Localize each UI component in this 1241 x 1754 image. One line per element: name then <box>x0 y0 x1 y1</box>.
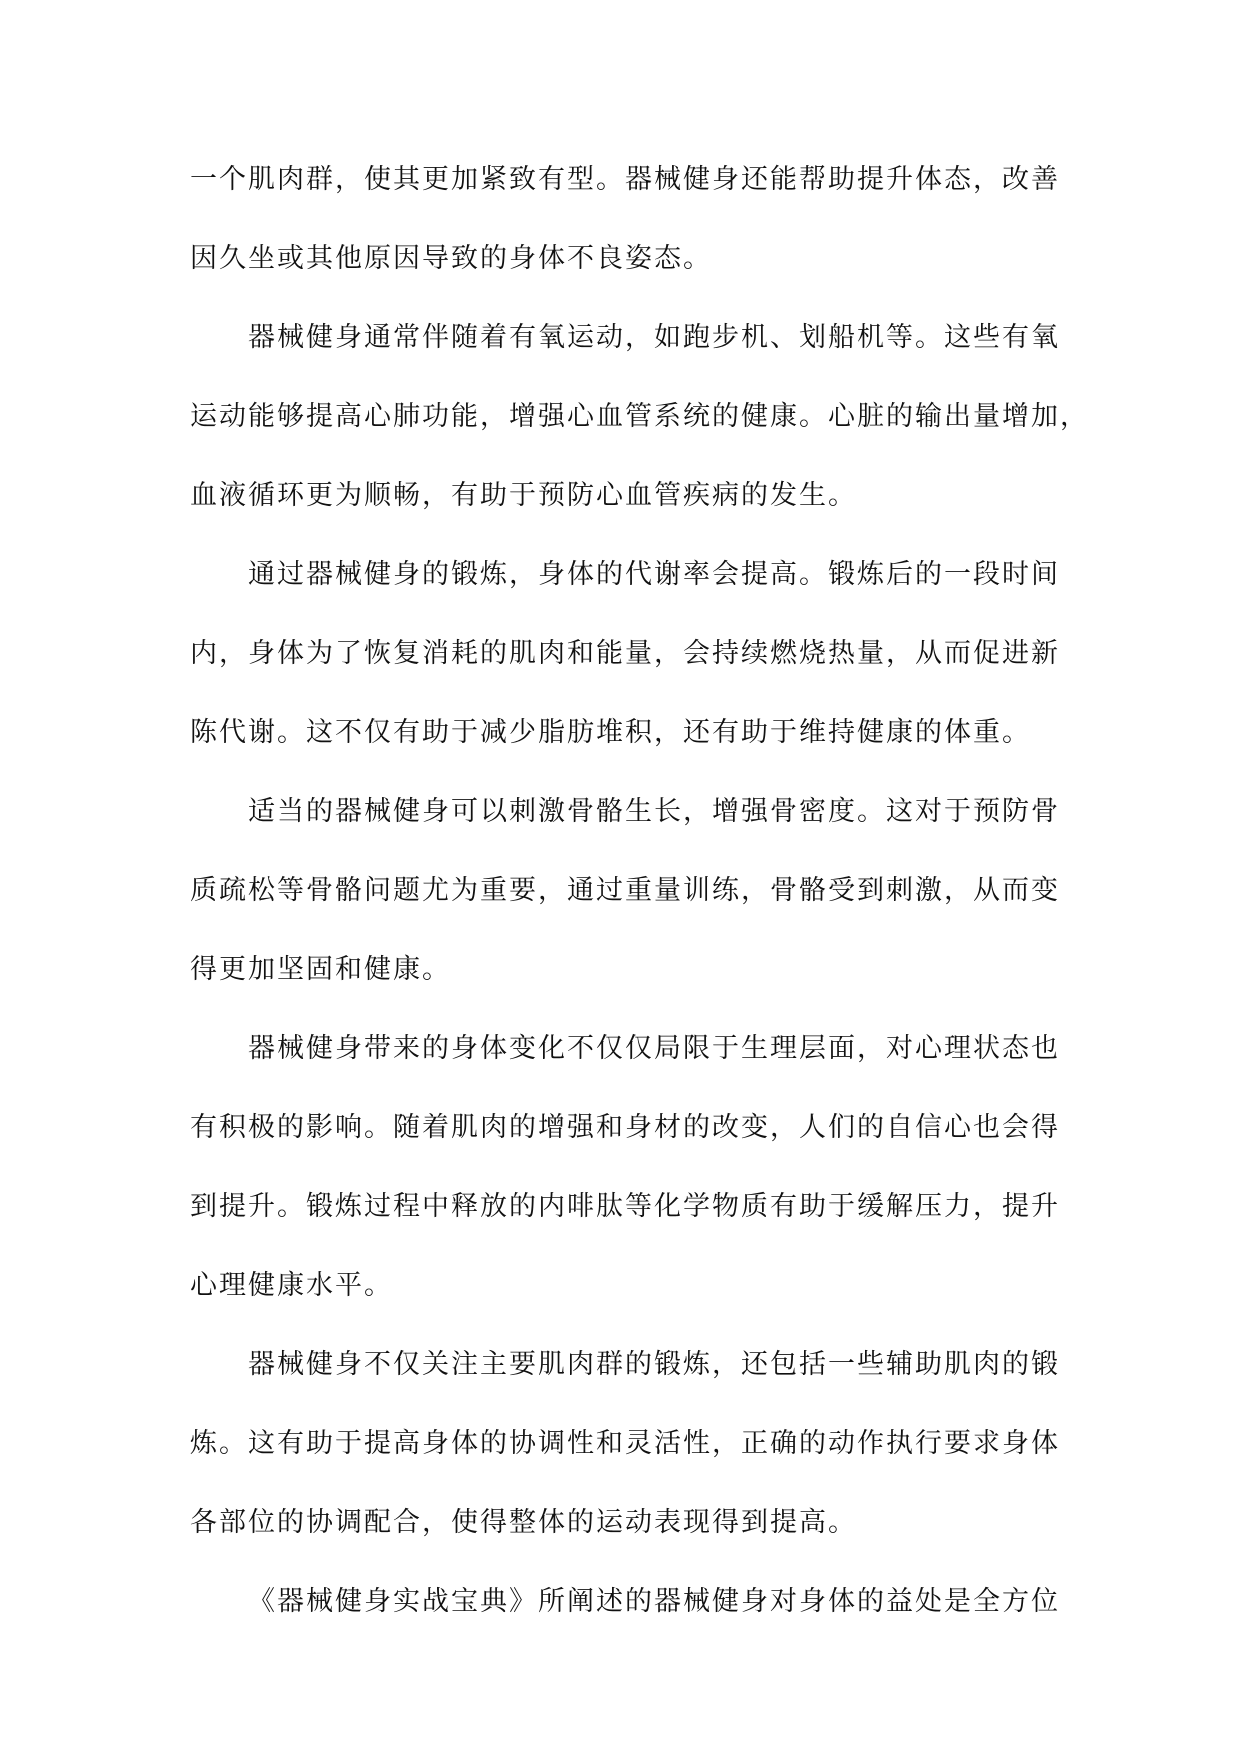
paragraph-first-line: 器械健身通常伴随着有氧运动，如跑步机、划船机等。这些有氧 <box>248 322 1060 353</box>
text-line: 到提升。锻炼过程中释放的内啡肽等化学物质有助于缓解压力，提升 <box>190 1191 1060 1222</box>
paragraph-first-line: 适当的器械健身可以刺激骨骼生长，增强骨密度。这对于预防骨 <box>248 796 1060 827</box>
text-line: 得更加坚固和健康。 <box>190 954 451 985</box>
text-line: 心理健康水平。 <box>190 1270 393 1301</box>
text-line: 有积极的影响。随着肌肉的增强和身材的改变，人们的自信心也会得 <box>190 1112 1060 1143</box>
text-line: 各部位的协调配合，使得整体的运动表现得到提高。 <box>190 1507 857 1538</box>
paragraph-first-line: 器械健身不仅关注主要肌肉群的锻炼，还包括一些辅助肌肉的锻 <box>248 1349 1060 1380</box>
text-line: 运动能够提高心肺功能，增强心血管系统的健康。心脏的输出量增加， <box>190 401 1089 432</box>
paragraph-first-line: 《器械健身实战宝典》所阐述的器械健身对身体的益处是全方位 <box>248 1586 1060 1617</box>
text-line: 因久坐或其他原因导致的身体不良姿态。 <box>190 243 712 274</box>
text-line: 血液循环更为顺畅，有助于预防心血管疾病的发生。 <box>190 480 857 511</box>
text-line: 内，身体为了恢复消耗的肌肉和能量，会持续燃烧热量，从而促进新 <box>190 638 1060 669</box>
paragraph-first-line: 通过器械健身的锻炼，身体的代谢率会提高。锻炼后的一段时间 <box>248 559 1060 590</box>
document-body <box>190 140 1089 1641</box>
text-line: 质疏松等骨骼问题尤为重要，通过重量训练，骨骼受到刺激，从而变 <box>190 875 1060 906</box>
text-line: 陈代谢。这不仅有助于减少脂肪堆积，还有助于维持健康的体重。 <box>190 717 1031 748</box>
text-line: 一个肌肉群，使其更加紧致有型。器械健身还能帮助提升体态，改善 <box>190 164 1060 195</box>
text-line: 炼。这有助于提高身体的协调性和灵活性，正确的动作执行要求身体 <box>190 1428 1060 1459</box>
paragraph-first-line: 器械健身带来的身体变化不仅仅局限于生理层面，对心理状态也 <box>248 1033 1060 1064</box>
